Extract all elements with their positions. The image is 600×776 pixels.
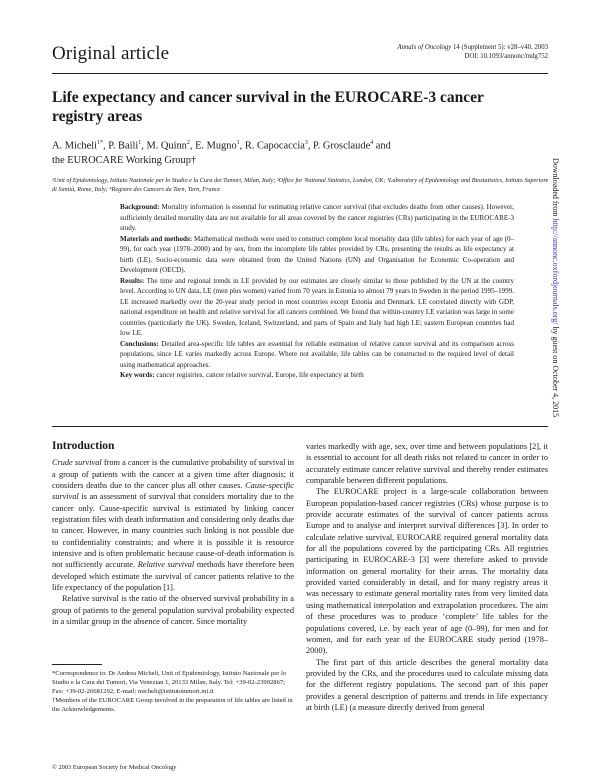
body-column-right (306, 441, 548, 713)
author-name: A. Micheli (52, 140, 98, 152)
intro-paragraph-3: varies markedly with age, sex, over time and between populations [2], it is essential to account for all death risks not related to cancer in order to accurately estimate cancer relative survival and thereby render estimates comparable between different populations. (306, 442, 548, 486)
journal-doi: DOI: 10.1093/annonc/mdg752 (464, 53, 548, 60)
intro-p1-part-a: from a cancer is the cumulative probability of survival in a group of patients with the cancer at a given time after diagnosis; it considers deaths due to the cancer plus all other causes. (52, 458, 295, 491)
author-name: , P. Baili (103, 140, 139, 152)
abstract-keywords-label: Key words: (120, 371, 155, 379)
intro-paragraph-2: Relative survival is the ratio of the observed survival probability in a group of patients to the general population survival probability expected in a similar group in the absence of cancer. Since mortality (52, 594, 294, 627)
author-line-2: the EUROCARE Working Group† (52, 155, 197, 167)
affiliations: ¹Unit of Epidemiology, Istituto Nazionale per lo Studio e la Cura dei Tumori, Milan, Italy; ²Office for National Statistics, London, UK; ³Laboratory of Epidemiology and Biostatistics, Istituto Superiore di Sanità, Rome, Italy; ⁴Registre des Cancers du Tarn, Tarn, France (52, 177, 549, 193)
abstract-keywords (120, 370, 514, 381)
author-affiliation-mark: 3 (304, 140, 308, 146)
abstract-methods-text: Mathematical methods were used to construct complete local mortality data (life tables) for each year of age (0–99), for each year (1978–2000) and by sex, from the incomplete life tables provided by CRs, presenting the results as life expectancy at birth (LE). Socio-economic data were obtained from the United Nations (UN) and Organisation for Economic Co-operation and Development (OECD). (120, 234, 515, 274)
author-name: and (373, 140, 391, 152)
author-affiliation-mark: 2 (186, 140, 190, 146)
download-watermark (551, 158, 560, 758)
footnote-correspondence: *Correspondence to: Dr Andrea Micheli, Unit of Epidemiology, Istituto Nazionale per lo Studio e la Cura dei Tumori, Via Venezian 1, 20133 Milan, Italy. Tel: +39-02-23902867; Fax: +39-02-26681292; E-mail: micheli@istitutotumori.mi.it (52, 670, 287, 695)
footnote-members: †Members of the EUROCARE Group involved in the preparation of life tables are listed in the Acknowledgements. (52, 696, 293, 713)
abstract-methods (120, 234, 514, 276)
watermark-prefix: Downloaded from (551, 158, 560, 219)
author-line-1 (52, 136, 522, 153)
intro-paragraph-5: The first part of this article describes the general mortality data provided by the CRs, and the procedures used to calculate missing data for the different registry populations. The second part of this paper provides a general description of patterns and trends in life expectancy at birth (LE) (a measure directly derived from general (306, 657, 548, 712)
term-crude-survival: Crude survival (52, 458, 102, 468)
abstract-results-label: Results: (120, 276, 145, 285)
author-name: , E. Mugno (189, 140, 237, 152)
journal-citation (397, 43, 548, 61)
author-affiliation-mark: 4 (370, 140, 374, 146)
abstract-background-text: Mortality information is essential for estimating relative cancer survival (that excludes deaths from other causes). However, sufficiently detailed mortality data are not available for all areas covered by the cancer registries (CRs) participating in the EUROCARE-3 study. (120, 203, 514, 232)
footnote-rule (52, 664, 102, 665)
header-rule (52, 73, 548, 74)
journal-name: Annals of Oncology (397, 44, 452, 51)
abstract-results (120, 276, 514, 339)
abstract-conclusions-text: Detailed area-specific life tables are essential for reliable estimation of relative cancer survival and its comparison across populations, since LE varies markedly across Europe. Where not available, life tables can be constructed to the required level of detail using mathematical approaches. (120, 339, 514, 369)
author-name: , M. Quinn (141, 140, 187, 152)
abstract-background-label: Background: (120, 203, 160, 211)
abstract-background (120, 202, 514, 234)
footnotes (52, 670, 294, 715)
author-name: , P. Grosclaude (307, 140, 371, 152)
author-affiliation-mark: 1 (236, 140, 240, 146)
abstract-methods-label: Materials and methods: (120, 234, 193, 243)
watermark-link[interactable]: http://annonc.oxfordjournals.org/ (551, 218, 560, 325)
abstract-keywords-text: cancer registries, cancer relative survival, Europe, life expectancy at birth (154, 371, 364, 379)
term-cause-specific-survival: Cause-specific survival (52, 481, 294, 502)
author-name: , R. Capocaccia (239, 140, 305, 152)
abstract-rule (52, 426, 548, 427)
intro-paragraph-1 (52, 457, 294, 593)
author-list (52, 136, 522, 168)
abstract-conclusions (120, 339, 514, 371)
body-column-left (52, 441, 294, 628)
article-title: Life expectancy and cancer survival in the EUROCARE-3 cancer registry areas (52, 89, 484, 125)
term-relative-survival: Relative survival (137, 560, 195, 570)
section-label: Original article (52, 43, 170, 64)
watermark-suffix: by guest on October 4, 2015 (551, 324, 560, 418)
intro-paragraph-4: The EUROCARE project is a large-scale collaboration between European population-based cancer registries (CRs) whose purpose is to provide accurate estimates of the survival of cancer patients across Europe and to analyse and interpret survival differences [3]. In order to calculate relative survival, EUROCARE required general mortality data for all the populations covered by the participating CRs. All registries participating in EUROCARE-3 [3] were therefore asked to provide information on general mortality for their areas. The mortality data provided varied considerably in detail, and for many registry areas it was necessary to estimate general mortality rates from very limited data using mathematical interpolation and extrapolation procedures. The aim of these procedures was to produce ‘complete’ life tables for the populations covered, i.e. by each year of age (0–99), for men and for women, and for each year of the EUROCARE study period (1978–2000). (306, 487, 548, 656)
abstract-results-text: The time and regional trends in LE provided by our estimates are closely similar to those published by the UN at the country level. According to UN data, LE (men plus women) varied from 70 years in Estonia to almost 79 years in Sweden in the period 1995–1999. LE increased markedly over the 20-year study period in most countries except Estonia and Denmark. LE correlated directly with GDP, national expenditure on health and relative survival for all cancers combined. We found that within-country LE variation was large in some countries (particularly the UK). Sweden, Iceland, Switzerland, and parts of Spain and Italy had high LE; eastern European countries had low LE. (120, 276, 514, 337)
intro-p1-part-b: is an assessment of survival that considers mortality due to the cancer only. Cause-specific survival is estimated by linking cancer registration files with death information and considering only deaths due to cancer. However, in many countries such linking is not possible due to confidentiality constraints; and where it is possible it is resource intensive and is often problematic because cause-of-death information is not sufficiently accurate. (52, 492, 294, 570)
abstract (120, 202, 514, 381)
abstract-conclusions-label: Conclusions: (120, 339, 159, 348)
intro-heading: Introduction (52, 440, 115, 452)
author-affiliation-mark: 1 (138, 140, 142, 146)
author-affiliation-mark: 1* (97, 140, 104, 146)
intro-p1-part-c: methods have therefore been developed which estimate the survival of cancer patients relative to the life expectancy of the population [1]. (52, 560, 295, 593)
copyright: © 2003 European Society for Medical Oncology (52, 764, 177, 771)
journal-volume: 14 (Supplement 5): v28–v40, 2003 (451, 44, 548, 51)
